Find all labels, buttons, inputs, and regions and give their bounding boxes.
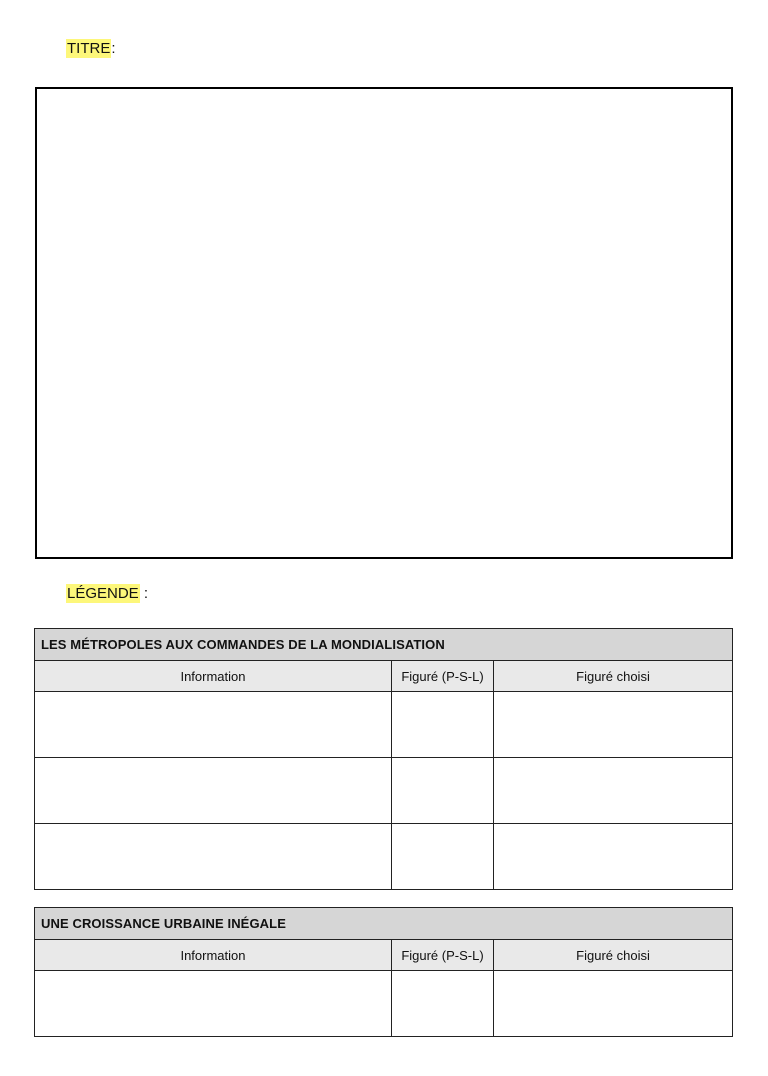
table-row (35, 692, 733, 758)
legend-label (66, 585, 148, 603)
title-label-text: TITRE (67, 40, 111, 57)
information-cell[interactable] (35, 758, 392, 824)
information-cell[interactable] (35, 971, 392, 1037)
map-drawing-area[interactable] (35, 87, 733, 559)
title-label (66, 40, 116, 58)
table-row (35, 758, 733, 824)
header-figure-choisi: Figuré choisi (494, 940, 733, 971)
figure-choisi-cell[interactable] (494, 758, 733, 824)
header-figure-psl: Figuré (P-S-L) (392, 661, 494, 692)
header-figure-choisi: Figuré choisi (494, 661, 733, 692)
figure-psl-cell[interactable] (392, 692, 494, 758)
header-information: Information (35, 661, 392, 692)
title-label-colon: : (111, 40, 116, 57)
figure-psl-cell[interactable] (392, 824, 494, 890)
table-row (35, 971, 733, 1037)
legend-table-croissance (34, 907, 733, 1037)
figure-choisi-cell[interactable] (494, 971, 733, 1037)
figure-psl-cell[interactable] (392, 758, 494, 824)
figure-choisi-cell[interactable] (494, 692, 733, 758)
section-title: UNE CROISSANCE URBAINE INÉGALE (35, 908, 733, 940)
information-cell[interactable] (35, 824, 392, 890)
header-information: Information (35, 940, 392, 971)
table-row (35, 824, 733, 890)
figure-choisi-cell[interactable] (494, 824, 733, 890)
information-cell[interactable] (35, 692, 392, 758)
figure-psl-cell[interactable] (392, 971, 494, 1037)
legend-table-metropoles (34, 628, 733, 890)
legend-label-colon: : (139, 585, 149, 602)
header-figure-psl: Figuré (P-S-L) (392, 940, 494, 971)
legend-label-text: LÉGENDE (67, 585, 139, 602)
section-title: LES MÉTROPOLES AUX COMMANDES DE LA MONDIALISATION (35, 629, 733, 661)
